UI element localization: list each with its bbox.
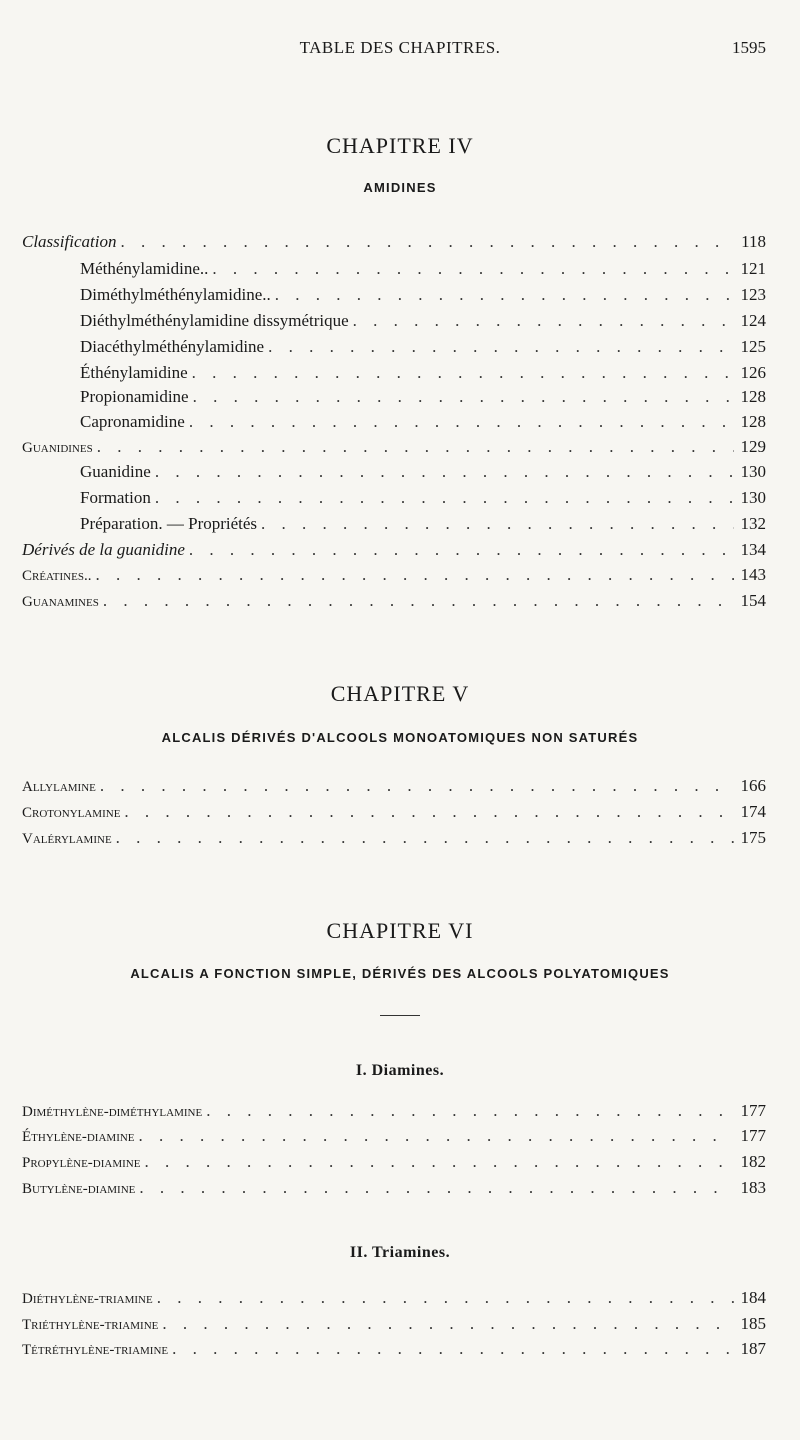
dot-leader — [261, 512, 734, 536]
chapter-heading: CHAPITRE V — [330, 681, 470, 706]
dot-leader — [189, 410, 734, 434]
toc-entry — [22, 435, 766, 459]
toc-entry — [22, 1150, 766, 1174]
toc-entry — [22, 1124, 766, 1148]
toc-entry-label: Diméthylène-diméthylamine — [22, 1104, 203, 1120]
dot-leader — [193, 385, 734, 409]
dot-leader — [206, 1099, 734, 1123]
toc-entry — [80, 309, 766, 333]
toc-entry — [80, 283, 766, 307]
toc-entry — [22, 589, 766, 613]
toc-entry-label: Diacéthylméthénylamidine — [80, 337, 265, 356]
toc-entry — [22, 563, 766, 587]
toc-entry — [80, 257, 766, 281]
toc-entry-label: Classification — [22, 232, 117, 251]
toc-entry — [22, 1337, 766, 1361]
section-heading: I. Diamines. — [355, 1062, 445, 1079]
dot-leader — [139, 1176, 734, 1200]
dot-leader — [100, 774, 734, 798]
toc-entry-label: Éthénylamidine — [80, 363, 188, 382]
toc-entry — [80, 460, 766, 484]
dot-leader — [162, 1312, 734, 1336]
dot-leader — [116, 826, 734, 850]
toc-entry — [80, 512, 766, 536]
toc-entry-page: 123 — [740, 285, 766, 304]
toc-entry — [80, 335, 766, 359]
dot-leader — [95, 563, 734, 587]
toc-entry — [80, 486, 766, 510]
toc-entry — [22, 1286, 766, 1310]
toc-entry-label: Butylène-diamine — [22, 1181, 136, 1197]
dot-leader — [124, 800, 734, 824]
toc-entry-page: 124 — [740, 311, 766, 330]
chapter-subtitle: ALCALIS A FONCTION SIMPLE, DÉRIVÉS DES ALCOOLS POLYATOMIQUES — [130, 966, 670, 981]
dot-leader — [353, 309, 734, 333]
chapter-subtitle: AMIDINES — [363, 180, 437, 195]
toc-entry — [22, 1176, 766, 1200]
toc-entry-page: 187 — [740, 1339, 766, 1358]
section-rule — [380, 1015, 420, 1016]
toc-entry-label: Guanamines — [22, 594, 99, 610]
toc-entry-page: 177 — [740, 1126, 766, 1145]
toc-entry-label: Diméthylméthénylamidine.. — [80, 285, 271, 304]
toc-entry — [22, 800, 766, 824]
toc-entry-page: 130 — [740, 462, 766, 481]
toc-entry-page: 175 — [740, 828, 766, 847]
toc-entry-label: Allylamine — [22, 779, 96, 795]
dot-leader — [275, 283, 734, 307]
dot-leader — [97, 435, 734, 459]
toc-entry-page: 125 — [740, 337, 766, 356]
toc-entry-label: Méthénylamidine.. — [80, 259, 209, 278]
toc-entry-page: 121 — [740, 259, 766, 278]
toc-entry-label: Valérylamine — [22, 831, 112, 847]
toc-entry-page: 128 — [740, 412, 766, 431]
running-title: TABLE DES CHAPITRES. — [299, 38, 501, 57]
toc-entry-label: Propionamidine — [80, 387, 189, 406]
toc-entry-page: 185 — [740, 1314, 766, 1333]
toc-entry-page: 183 — [740, 1178, 766, 1197]
running-header — [0, 38, 800, 62]
dot-leader — [155, 486, 734, 510]
toc-entry-label: Tétréthylène-triamine — [22, 1342, 169, 1358]
toc-entry-page: 134 — [740, 540, 766, 559]
toc-entry-page: 129 — [740, 437, 766, 456]
toc-entry-label: Crotonylamine — [22, 805, 121, 821]
dot-leader — [212, 257, 734, 281]
toc-entry-label: Éthylène-diamine — [22, 1129, 135, 1145]
toc-entry-label: Diéthylméthénylamidine dissymétrique — [80, 311, 349, 330]
dot-leader — [172, 1337, 734, 1361]
dot-leader — [157, 1286, 734, 1310]
dot-leader — [103, 589, 734, 613]
toc-entry — [22, 1312, 766, 1336]
toc-entry — [22, 230, 766, 254]
toc-entry-label: Dérivés de la guanidine — [22, 540, 185, 559]
toc-entry-label: Préparation. — Propriétés — [80, 514, 258, 533]
toc-entry — [80, 361, 766, 385]
dot-leader — [120, 230, 734, 254]
dot-leader — [189, 538, 734, 562]
toc-entry-label: Propylène-diamine — [22, 1155, 141, 1171]
toc-entry-page: 143 — [740, 565, 766, 584]
toc-entry-page: 118 — [741, 232, 766, 251]
toc-entry — [22, 774, 766, 798]
toc-entry-page: 177 — [740, 1101, 766, 1120]
toc-entry — [80, 385, 766, 409]
toc-entry-page: 128 — [740, 387, 766, 406]
toc-entry-label: Créatines.. — [22, 568, 92, 584]
toc-entry-page: 126 — [740, 363, 766, 382]
toc-entry-label: Capronamidine — [80, 412, 185, 431]
dot-leader — [192, 361, 734, 385]
toc-entry-page: 132 — [740, 514, 766, 533]
toc-entry — [80, 410, 766, 434]
chapter-heading: CHAPITRE IV — [326, 133, 474, 158]
toc-entry — [22, 538, 766, 562]
chapter-heading: CHAPITRE VI — [326, 918, 474, 943]
toc-entry-page: 154 — [740, 591, 766, 610]
chapter-subtitle: ALCALIS DÉRIVÉS D'ALCOOLS MONOATOMIQUES NON SATURÉS — [161, 730, 639, 745]
toc-entry-label: Formation — [80, 488, 151, 507]
page-number: 1595 — [732, 38, 766, 57]
dot-leader — [268, 335, 734, 359]
toc-entry — [22, 1099, 766, 1123]
toc-entry-label: Diéthylène-triamine — [22, 1291, 153, 1307]
toc-entry-page: 166 — [740, 776, 766, 795]
section-heading: II. Triamines. — [349, 1244, 451, 1261]
toc-entry-label: Triéthylène-triamine — [22, 1317, 159, 1333]
toc-entry — [22, 826, 766, 850]
dot-leader — [155, 460, 734, 484]
dot-leader — [139, 1124, 734, 1148]
dot-leader — [144, 1150, 734, 1174]
toc-entry-page: 184 — [740, 1288, 766, 1307]
toc-entry-page: 182 — [740, 1152, 766, 1171]
toc-entry-label: Guanidine — [80, 462, 151, 481]
toc-entry-label: Guanidines — [22, 440, 93, 456]
toc-entry-page: 174 — [740, 802, 766, 821]
toc-entry-page: 130 — [740, 488, 766, 507]
